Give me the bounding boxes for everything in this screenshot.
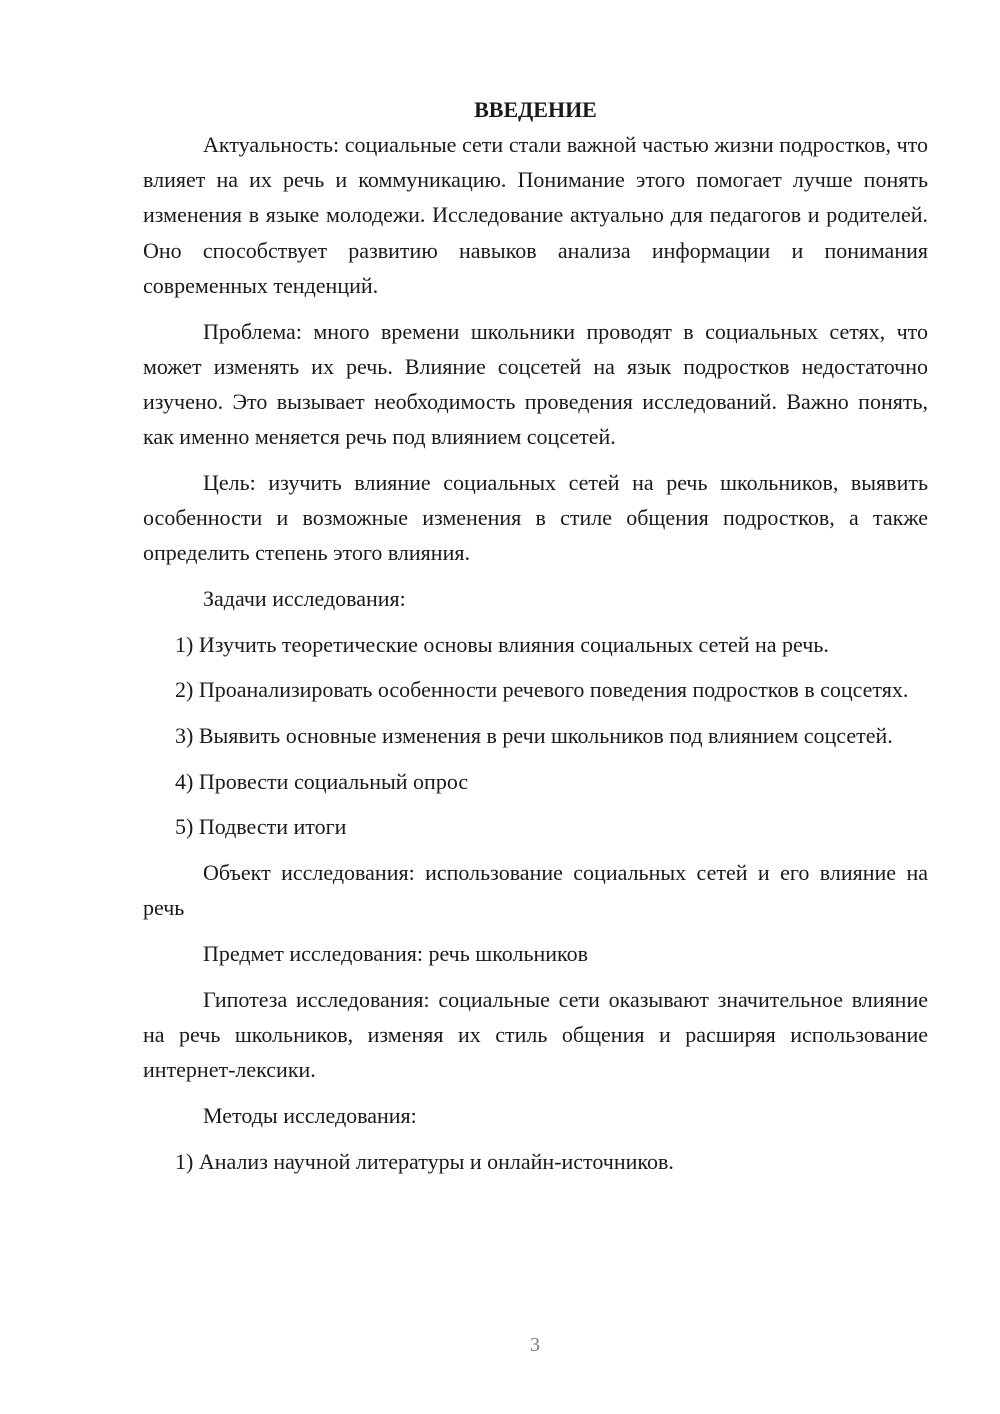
page-number: 3 xyxy=(530,1334,540,1356)
paragraph-relevance: Актуальность: социальные сети стали важной частью жизни подростков, что влияет на их речь и коммуникацию. Понимание этого помогает лучше понять изменения в языке молодежи. Исследование актуально для педагогов и родителей. Оно способствует развитию навыков анализа информации и понимания современных тенденций. xyxy=(143,132,928,298)
paragraph-goal: Цель: изучить влияние социальных сетей на речь школьников, выявить особенности и возможные изменения в стиле общения подростков, а также определить степень этого влияния. xyxy=(143,469,928,566)
task-item-2: 2) Проанализировать особенности речевого поведения подростков в соцсетях. xyxy=(175,677,909,703)
method-item-1: 1) Анализ научной литературы и онлайн-источников. xyxy=(175,1148,674,1174)
methods-heading: Методы исследования: xyxy=(203,1102,417,1128)
task-item-4: 4) Провести социальный опрос xyxy=(175,768,469,794)
document-page xyxy=(143,92,928,1189)
paragraph-hypothesis: Гипотеза исследования: социальные сети оказывают значительное влияние на речь школьников, изменяя их стиль общения и расширяя использование интернет-лексики. xyxy=(143,986,928,1083)
task-item-1: 1) Изучить теоретические основы влияния социальных сетей на речь. xyxy=(175,631,829,657)
tasks-heading: Задачи исследования: xyxy=(203,585,406,611)
paragraph-problem: Проблема: много времени школьники проводят в социальных сетях, что может изменять их речь. Влияние соцсетей на язык подростков недостаточно изучено. Это вызывает необходимость проведения исследований. Важно понять, как именно меняется речь под влиянием соцсетей. xyxy=(143,318,928,450)
task-item-3: 3) Выявить основные изменения в речи школьников под влиянием соцсетей. xyxy=(175,723,893,749)
paragraph-subject: Предмет исследования: речь школьников xyxy=(203,941,588,967)
paragraph-object: Объект исследования: использование социальных сетей и его влияние на речь xyxy=(143,860,928,921)
task-item-5: 5) Подвести итоги xyxy=(175,814,347,840)
page-title: ВВЕДЕНИЕ xyxy=(474,97,597,122)
